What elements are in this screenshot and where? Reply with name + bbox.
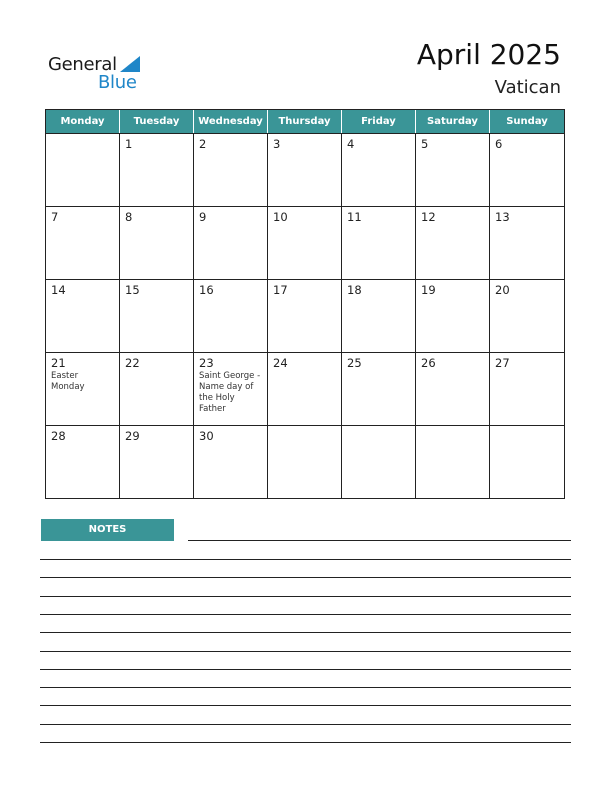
day-number: 20 [495,283,510,297]
day-cell [46,352,120,425]
day-cell [46,206,120,279]
day-number: 13 [495,210,510,224]
day-cell [342,206,416,279]
holiday-event: Easter Monday [51,371,85,392]
day-cell [268,133,342,206]
weekday-sunday: Sunday [506,116,548,127]
day-cell [342,425,416,498]
weekday-thursday: Thursday [268,110,342,133]
page-title: April 2025 [416,38,561,71]
day-number: 1 [125,137,133,151]
day-cell [490,279,564,352]
day-cell [120,133,194,206]
day-number: 9 [199,210,207,224]
notes-label: NOTES [41,519,174,541]
day-number: 25 [347,356,362,370]
day-cell [194,133,268,206]
day-number: 28 [51,429,66,443]
weekday-tuesday: Tuesday [120,110,194,133]
day-cell [120,425,194,498]
note-line [40,559,571,560]
note-line [40,724,571,725]
note-line [40,742,571,743]
day-cell [194,279,268,352]
calendar-grid [45,109,565,499]
day-number: 29 [125,429,140,443]
day-number: 14 [51,283,66,297]
day-cell [342,352,416,425]
day-cell [416,133,490,206]
day-cell [490,133,564,206]
day-cell [268,425,342,498]
day-cell [46,279,120,352]
holiday-event: Saint George - Name day of the Holy Father [199,371,261,414]
note-line [40,687,571,688]
day-number: 23 [199,356,214,370]
day-cell [342,133,416,206]
day-number: 21 [51,356,66,370]
note-line [40,577,571,578]
day-number: 3 [273,137,281,151]
day-cell [490,425,564,498]
day-number: 18 [347,283,362,297]
day-number: 17 [273,283,288,297]
day-number: 10 [273,210,288,224]
note-line [40,614,571,615]
day-cell [120,206,194,279]
logo-blue-text: Blue [98,72,137,93]
day-number: 12 [421,210,436,224]
weekday-saturday: Saturday [416,110,490,133]
day-cell [342,279,416,352]
day-cell [490,206,564,279]
weekday-header-row [46,110,564,133]
day-number: 22 [125,356,140,370]
brand-logo [48,54,148,92]
weekday-wednesday: Wednesday [194,110,268,133]
day-number: 24 [273,356,288,370]
country-name: Vatican [494,77,561,98]
day-number: 2 [199,137,207,151]
note-line [40,632,571,633]
day-number: 19 [421,283,436,297]
day-cell [194,206,268,279]
day-cell [268,206,342,279]
logo-triangle-icon [120,56,140,72]
day-cell [120,352,194,425]
day-number: 15 [125,283,140,297]
day-cell [416,352,490,425]
day-cell [194,425,268,498]
day-number: 4 [347,137,355,151]
day-number: 5 [421,137,429,151]
note-line [40,651,571,652]
calendar-body [46,133,564,498]
day-cell [416,206,490,279]
day-cell [46,133,120,206]
day-number: 30 [199,429,214,443]
day-number: 6 [495,137,503,151]
day-number: 11 [347,210,362,224]
day-cell [46,425,120,498]
day-cell [490,352,564,425]
weekday-friday: Friday [342,110,416,133]
note-line [188,540,571,541]
day-cell [268,352,342,425]
day-cell [120,279,194,352]
day-cell [194,352,268,425]
day-number: 16 [199,283,214,297]
day-number: 27 [495,356,510,370]
note-line [40,596,571,597]
note-line [40,705,571,706]
day-number: 8 [125,210,133,224]
day-cell [268,279,342,352]
logo-general-text: General [48,54,117,75]
note-line [40,669,571,670]
day-number: 7 [51,210,59,224]
day-cell [416,425,490,498]
day-number: 26 [421,356,436,370]
day-cell [416,279,490,352]
weekday-monday: Monday [46,110,120,133]
